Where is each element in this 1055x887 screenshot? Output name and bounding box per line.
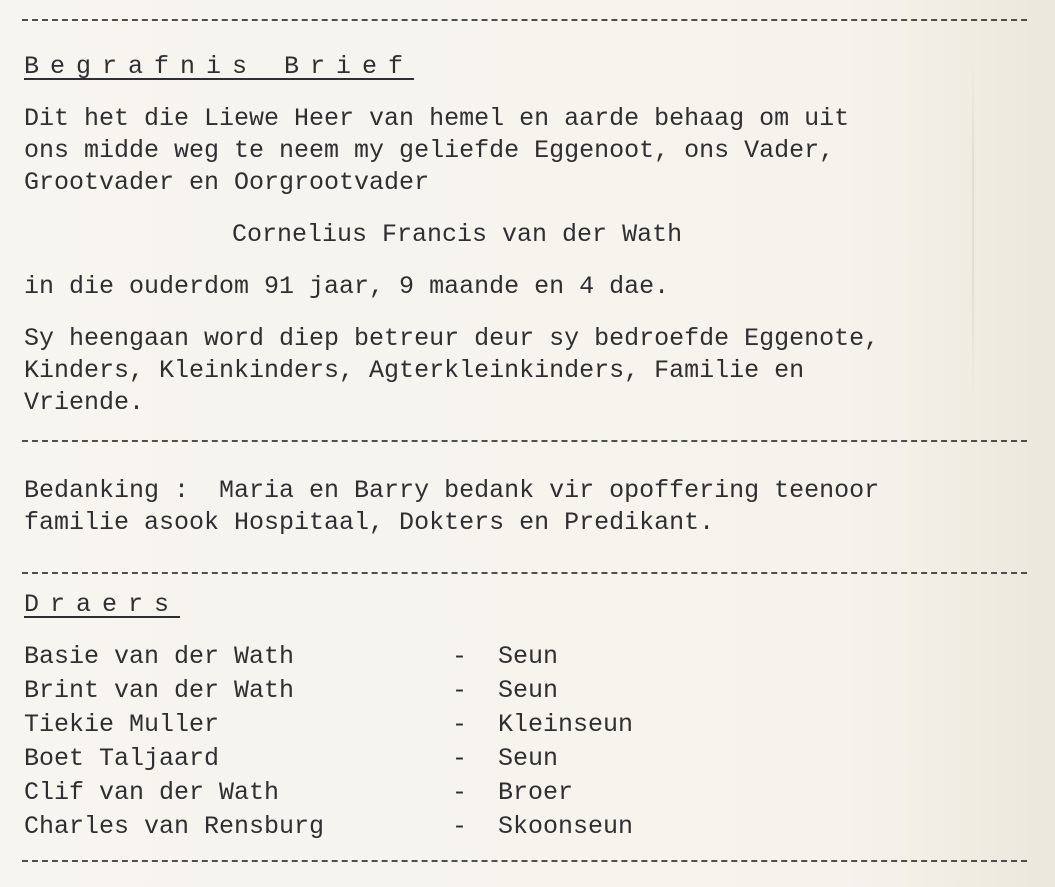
bearer-name: Brint van der Wath (24, 676, 295, 705)
bearer-name: Charles van Rensburg (24, 812, 325, 841)
bearer-dash: - (452, 710, 468, 739)
intro-line-1: Dit het die Liewe Heer van hemel en aarde behaag om uit (24, 104, 850, 133)
thanks-line-1: Bedanking : Maria en Barry bedank vir opoffering teenoor (24, 476, 880, 505)
deceased-name: Cornelius Francis van der Wath (232, 220, 683, 249)
bearer-name: Clif van der Wath (24, 778, 280, 807)
intro-line-2: ons midde weg te neem my geliefde Eggenoot, ons Vader, (24, 136, 835, 165)
mourning-line-2: Kinders, Kleinkinders, Agterkleinkinders, Familie en (24, 356, 805, 385)
bearer-name: Boet Taljaard (24, 744, 220, 773)
bearer-name: Basie van der Wath (24, 642, 295, 671)
bearer-relation: Broer (498, 778, 574, 807)
age-line: in die ouderdom 91 jaar, 9 maande en 4 dae. (24, 272, 670, 301)
bearer-relation: Seun (498, 744, 559, 773)
mourning-line-1: Sy heengaan word diep betreur deur sy bedroefde Eggenote, (24, 324, 880, 353)
dashed-divider-before-bearers (22, 572, 1027, 574)
bearer-name: Tiekie Muller (24, 710, 220, 739)
paper-fold (972, 60, 974, 400)
bearer-dash: - (452, 744, 468, 773)
bearer-dash: - (452, 676, 468, 705)
bearer-dash: - (452, 778, 468, 807)
dashed-divider-bottom (22, 860, 1027, 862)
bearer-relation: Seun (498, 676, 559, 705)
bearer-relation: Kleinseun (498, 710, 634, 739)
thanks-line-2: familie asook Hospitaal, Dokters en Predikant. (24, 508, 715, 537)
bearer-dash: - (452, 642, 468, 671)
bearers-heading: Draers (24, 590, 181, 619)
letter-heading: Begrafnis Brief (24, 52, 415, 81)
bearer-dash: - (452, 812, 468, 841)
bearer-relation: Skoonseun (498, 812, 634, 841)
dashed-divider-after-letter (22, 440, 1027, 442)
dashed-divider-top (22, 19, 1027, 21)
intro-line-3: Grootvader en Oorgrootvader (24, 168, 430, 197)
bearer-relation: Seun (498, 642, 559, 671)
mourning-line-3: Vriende. (24, 388, 145, 417)
